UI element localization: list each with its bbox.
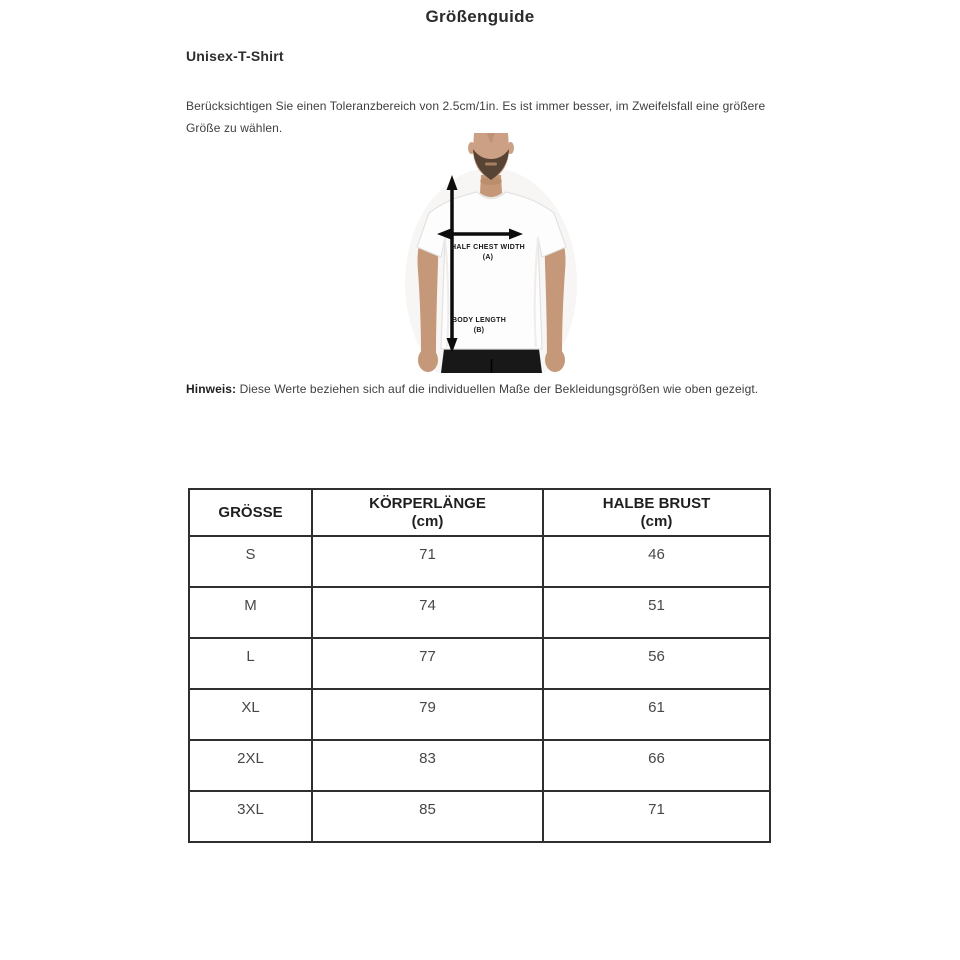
column-header-size [189, 489, 312, 536]
half-chest-cell: 56 [543, 638, 770, 689]
column-header-half-chest [543, 489, 770, 536]
column-header-body-length [312, 489, 543, 536]
body-length-label: BODY LENGTH [451, 317, 507, 324]
column-header-half-chest-line1: HALBE BRUST [602, 494, 711, 512]
body-length-cell: 77 [312, 638, 543, 689]
measurement-figure [405, 133, 578, 373]
column-header-half-chest-line2: (cm) [640, 512, 673, 530]
size-cell: 3XL [189, 791, 312, 842]
half-chest-cell: 51 [543, 587, 770, 638]
note-text: Diese Werte beziehen sich auf die individuellen Maße der Bekleidungsgrößen wie oben gezeigt. [239, 382, 759, 396]
right-hand [545, 348, 565, 372]
left-hand [418, 348, 438, 372]
column-header-body-length-line1: KÖRPERLÄNGE [369, 494, 486, 512]
size-cell: S [189, 536, 312, 587]
body-length-cell: 71 [312, 536, 543, 587]
column-header-size-line1: GRÖSSE [218, 503, 283, 521]
size-table [188, 488, 771, 843]
half-chest-cell: 66 [543, 740, 770, 791]
model-photo [405, 133, 578, 373]
tolerance-note: Berücksichtigen Sie einen Toleranzbereich von 2.5cm/1in. Es ist immer besser, im Zweifelsfall eine größere Größe zu wählen. [186, 99, 766, 135]
column-header-body-length-line2: (cm) [411, 512, 444, 530]
body-length-cell: 83 [312, 740, 543, 791]
half-chest-label: HALF CHEST WIDTH [450, 244, 526, 251]
body-length-cell: 79 [312, 689, 543, 740]
body-length-cell: 85 [312, 791, 543, 842]
half-chest-sublabel: (A) [482, 254, 494, 261]
size-cell: 2XL [189, 740, 312, 791]
mouth [485, 163, 497, 166]
size-cell: M [189, 587, 312, 638]
table-row [189, 740, 770, 791]
body-length-sublabel: (B) [473, 327, 485, 334]
size-table-header-row [189, 489, 770, 536]
half-chest-cell: 71 [543, 791, 770, 842]
table-row [189, 689, 770, 740]
half-chest-cell: 46 [543, 536, 770, 587]
size-table-body [189, 536, 770, 842]
table-row [189, 536, 770, 587]
size-cell: L [189, 638, 312, 689]
table-row [189, 638, 770, 689]
note-line [186, 381, 826, 397]
size-cell: XL [189, 689, 312, 740]
note-label: Hinweis: [186, 382, 237, 396]
page-title: Größenguide [425, 7, 535, 26]
body-length-cell: 74 [312, 587, 543, 638]
half-chest-cell: 61 [543, 689, 770, 740]
product-name: Unisex-T-Shirt [186, 48, 284, 64]
table-row [189, 587, 770, 638]
table-row [189, 791, 770, 842]
